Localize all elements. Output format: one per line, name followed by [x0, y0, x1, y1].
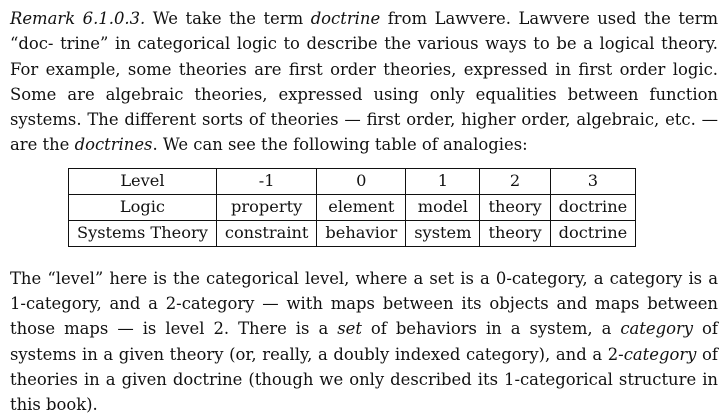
table-header-cell: Level — [69, 168, 217, 194]
table-cell: Systems Theory — [69, 220, 217, 246]
table-cell: system — [406, 220, 480, 246]
remark-paragraph — [10, 6, 718, 158]
closing-text-2: of behaviors in a system, a — [361, 319, 621, 339]
page — [10, 6, 718, 418]
table-cell: doctrine — [550, 220, 636, 246]
table-cell: theory — [480, 194, 550, 220]
table-cell: theory — [480, 220, 550, 246]
closing-emphasis-2-category: category — [623, 344, 697, 364]
table-header-cell: 0 — [317, 168, 406, 194]
remark-text-1: We take the term — [145, 9, 311, 28]
closing-text-4: of theories in a given doctrine (though we only described its 1-categorical structure in this book). — [10, 344, 718, 415]
remark-label: Remark 6.1.0.3. — [10, 9, 146, 28]
remark-emphasis-doctrines: doctrines — [74, 135, 153, 155]
table-row — [69, 220, 636, 246]
remark-emphasis-doctrine: doctrine — [310, 9, 381, 28]
closing-emphasis-set: set — [337, 319, 362, 339]
table-row — [69, 194, 636, 220]
remark-text-3: . We can see the following table of analogies: — [152, 135, 528, 155]
table-cell: property — [216, 194, 317, 220]
table-header-cell: 1 — [406, 168, 480, 194]
table-cell: model — [406, 194, 480, 220]
table-cell: doctrine — [550, 194, 636, 220]
closing-text-3: of systems in a given theory (or, really, a doubly indexed category), and a 2- — [10, 319, 718, 364]
table-header-row — [69, 168, 636, 194]
table-cell: behavior — [317, 220, 406, 246]
table-cell: Logic — [69, 194, 217, 220]
remark-text-2: from Lawvere. Lawvere used the term “doc- trine” in categorical logic to describe the various ways to be a logical theory. For example, some theories are first order theories, expressed in first order logic. Some are algebraic theories, expressed using only equalities between function systems. The different sorts of theories — first order, higher order, algebraic, etc. — are the — [10, 9, 718, 155]
table-cell: element — [317, 194, 406, 220]
table-header-cell: 3 — [550, 168, 636, 194]
analogies-table — [68, 168, 636, 247]
closing-paragraph — [10, 266, 718, 418]
closing-text-1: The “level” here is the categorical level, where a set is a 0-category, a category is a 1-category, and a 2-category — with maps between its objects and maps between those maps — is level 2. There is a — [10, 268, 718, 339]
table-header-cell: -1 — [216, 168, 317, 194]
analogies-table-wrapper — [68, 168, 718, 247]
table-cell: constraint — [216, 220, 317, 246]
table-header-cell: 2 — [480, 168, 550, 194]
closing-emphasis-category: category — [620, 319, 694, 339]
